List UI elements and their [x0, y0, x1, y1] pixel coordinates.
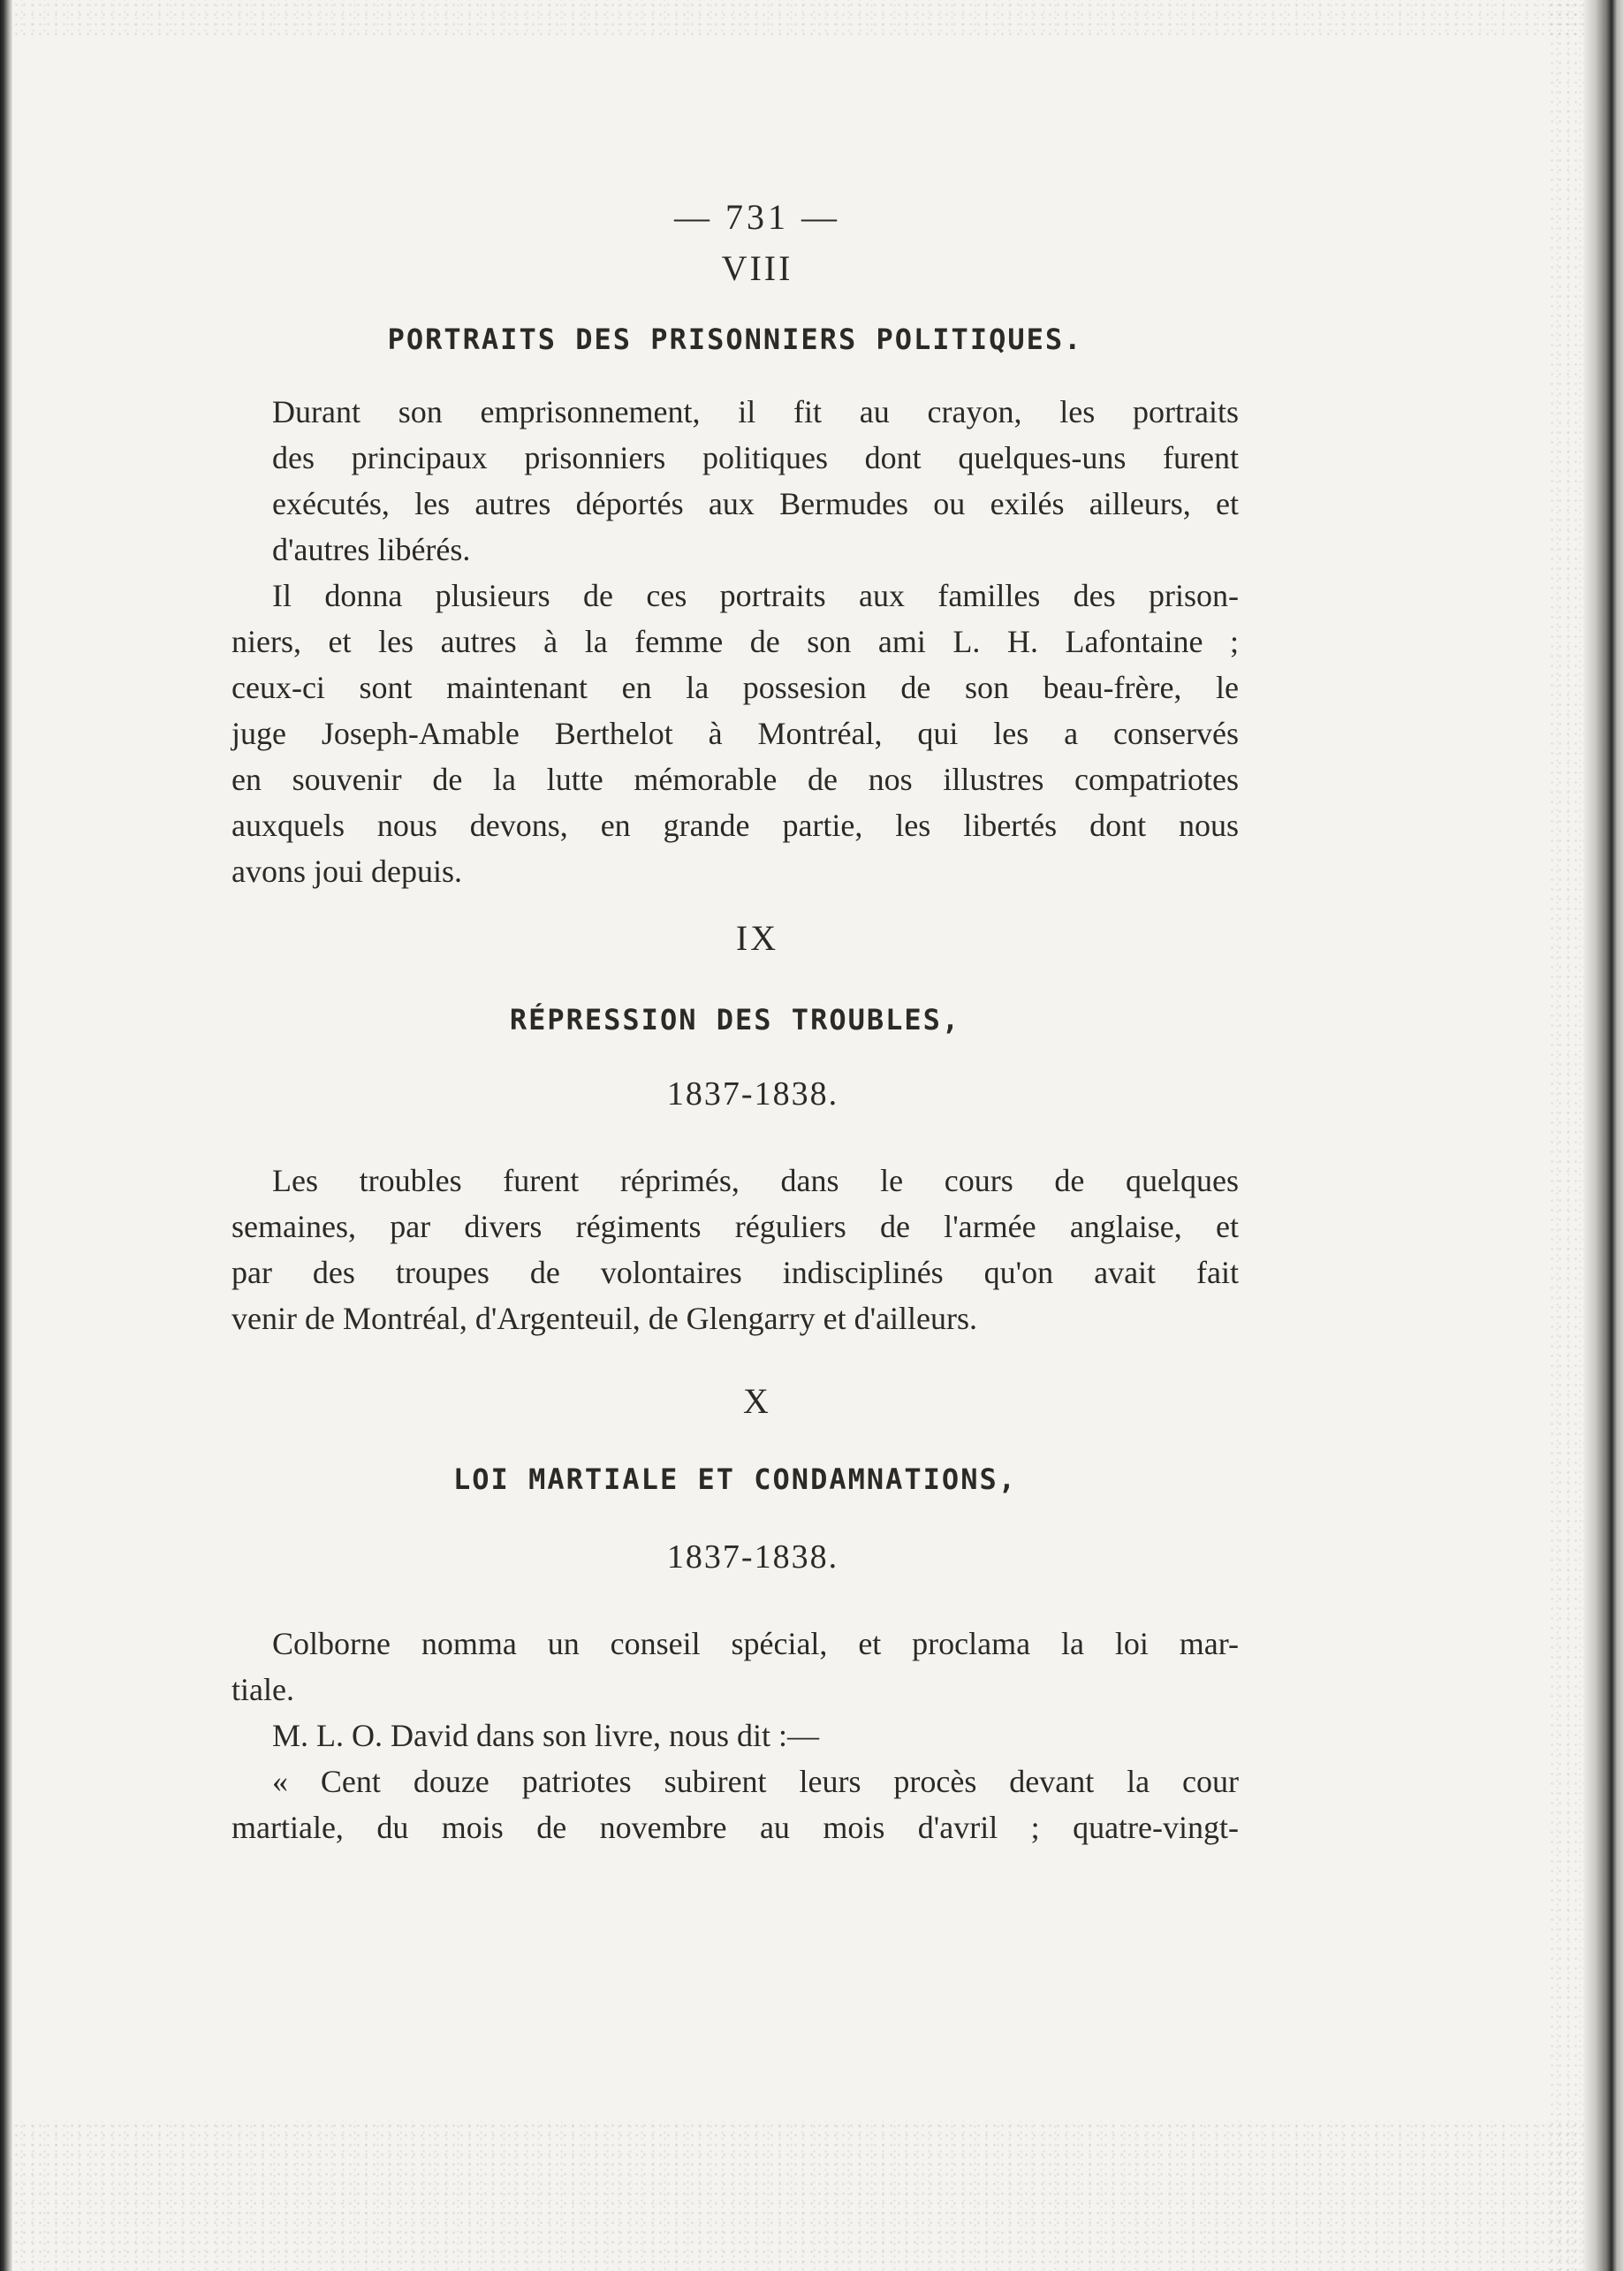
text-line: d'autres libérés.	[272, 532, 471, 567]
text-line: tiale.	[231, 1672, 294, 1707]
paragraph	[231, 1758, 1239, 1850]
paragraph	[231, 573, 1239, 894]
section-x	[231, 1377, 1239, 1850]
section-title: RÉPRESSION DES TROUBLES,	[509, 1003, 961, 1037]
text-line: martiale, du mois de novembre au mois d'avril ; quatre-vingt-	[231, 1810, 1239, 1845]
text-line: venir de Montréal, d'Argenteuil, de Glengarry et d'ailleurs.	[231, 1301, 978, 1336]
text-line: en souvenir de la lutte mémorable de nos illustres compatriotes	[231, 762, 1239, 797]
text-line: Les troubles furent réprimés, dans le cours de quelques	[272, 1163, 1239, 1198]
section-viii	[231, 244, 1239, 894]
paragraph	[231, 1621, 1239, 1713]
paragraph	[231, 389, 1239, 573]
section-date: 1837-1838.	[666, 1075, 839, 1113]
section-numeral: VIII	[721, 248, 793, 288]
section-title: PORTRAITS DES PRISONNIERS POLITIQUES.	[387, 323, 1083, 356]
section-ix	[231, 914, 1239, 1341]
scan-noise-bottom	[12, 2121, 1583, 2271]
text-line: des principaux prisonniers politiques dont quelques-uns furent	[272, 440, 1239, 475]
text-line: Colborne nomma un conseil spécial, et proclama la loi mar-	[272, 1626, 1239, 1661]
text-line: exécutés, les autres déportés aux Bermudes ou exilés ailleurs, et	[272, 486, 1239, 521]
section-numeral: IX	[735, 918, 779, 958]
section-date: 1837-1838.	[666, 1538, 839, 1576]
text-line: semaines, par divers régiments réguliers de l'armée anglaise, et	[231, 1209, 1239, 1244]
page-right-edge	[1583, 0, 1624, 2271]
text-line: M. L. O. David dans son livre, nous dit :—	[272, 1718, 819, 1753]
text-line: juge Joseph-Amable Berthelot à Montréal, qui les a conservés	[231, 716, 1239, 751]
paragraph	[231, 1713, 1239, 1758]
paragraph	[231, 1158, 1239, 1341]
page-left-edge	[0, 0, 12, 2271]
text-line: niers, et les autres à la femme de son ami L. H. Lafontaine ;	[231, 624, 1239, 659]
text-line: avons joui depuis.	[231, 854, 462, 889]
text-line: par des troupes de volontaires indisciplinés qu'on avait fait	[231, 1255, 1239, 1290]
section-numeral: X	[743, 1381, 771, 1421]
scan-noise-right	[1548, 0, 1583, 2271]
text-line: « Cent douze patriotes subirent leurs procès devant la cour	[272, 1764, 1239, 1799]
page-content	[231, 194, 1239, 1850]
section-title: LOI MARTIALE ET CONDAMNATIONS,	[453, 1462, 1017, 1496]
scan-noise-top	[12, 0, 1583, 35]
text-line: ceux-ci sont maintenant en la possesion de son beau-frère, le	[231, 670, 1239, 705]
page-number: — 731 —	[674, 197, 840, 237]
text-line: auxquels nous devons, en grande partie, les libertés dont nous	[231, 808, 1239, 843]
text-line: Durant son emprisonnement, il fit au crayon, les portraits	[272, 394, 1239, 429]
text-line: Il donna plusieurs de ces portraits aux familles des prison-	[272, 578, 1239, 613]
